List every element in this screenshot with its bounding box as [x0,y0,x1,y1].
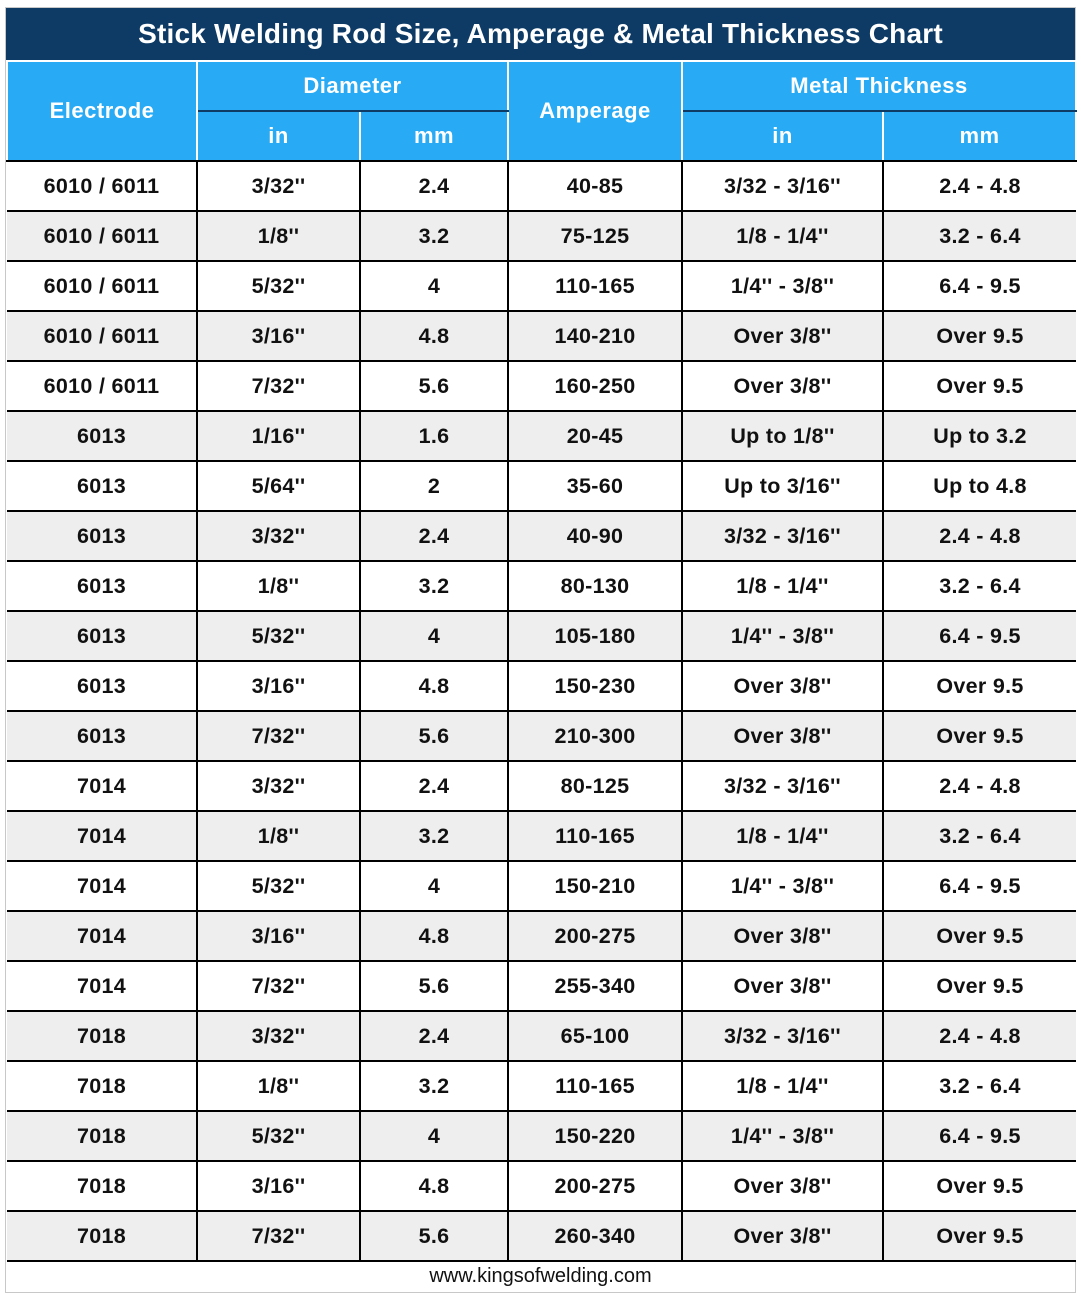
cell-thickness-mm: Over 9.5 [883,1211,1076,1261]
cell-thickness-in: 1/8 - 1/4'' [682,561,883,611]
cell-diameter-in: 7/32'' [197,1211,360,1261]
table-row [7,511,1076,561]
cell-diameter-in: 1/16'' [197,411,360,461]
cell-amperage: 80-130 [508,561,682,611]
table-row [7,161,1076,211]
cell-thickness-in: 1/8 - 1/4'' [682,1061,883,1111]
cell-thickness-mm: 3.2 - 6.4 [883,811,1076,861]
cell-diameter-in: 3/32'' [197,761,360,811]
cell-diameter-mm: 4.8 [360,661,508,711]
cell-diameter-mm: 4 [360,861,508,911]
cell-amperage: 105-180 [508,611,682,661]
table-row [7,411,1076,461]
cell-thickness-mm: 6.4 - 9.5 [883,261,1076,311]
cell-diameter-mm: 3.2 [360,211,508,261]
cell-thickness-in: 3/32 - 3/16'' [682,761,883,811]
table-row [7,211,1076,261]
cell-electrode: 6013 [7,611,197,661]
cell-diameter-mm: 5.6 [360,961,508,1011]
cell-amperage: 110-165 [508,1061,682,1111]
header-diameter: Diameter [197,61,508,111]
cell-thickness-in: 1/4'' - 3/8'' [682,261,883,311]
table-header [7,61,1076,161]
cell-diameter-mm: 4 [360,611,508,661]
cell-electrode: 6010 / 6011 [7,211,197,261]
cell-diameter-in: 3/32'' [197,161,360,211]
cell-electrode: 6010 / 6011 [7,261,197,311]
cell-diameter-in: 7/32'' [197,711,360,761]
cell-thickness-mm: 3.2 - 6.4 [883,211,1076,261]
cell-diameter-mm: 4.8 [360,311,508,361]
cell-electrode: 6010 / 6011 [7,311,197,361]
header-thickness-in: in [682,111,883,161]
cell-electrode: 6013 [7,661,197,711]
table-row [7,311,1076,361]
cell-diameter-in: 3/16'' [197,911,360,961]
cell-electrode: 7018 [7,1211,197,1261]
chart-title: Stick Welding Rod Size, Amperage & Metal Thickness Chart [6,8,1075,60]
cell-diameter-mm: 2.4 [360,761,508,811]
cell-thickness-in: Over 3/8'' [682,1161,883,1211]
cell-amperage: 80-125 [508,761,682,811]
cell-amperage: 40-85 [508,161,682,211]
cell-diameter-mm: 3.2 [360,1061,508,1111]
cell-thickness-in: Over 3/8'' [682,711,883,761]
table-row [7,1011,1076,1061]
cell-amperage: 75-125 [508,211,682,261]
table-row [7,911,1076,961]
cell-amperage: 40-90 [508,511,682,561]
cell-amperage: 200-275 [508,911,682,961]
cell-electrode: 7014 [7,911,197,961]
table-row [7,961,1076,1011]
cell-diameter-in: 1/8'' [197,811,360,861]
cell-thickness-in: Over 3/8'' [682,961,883,1011]
table-row [7,1111,1076,1161]
cell-electrode: 7018 [7,1161,197,1211]
cell-amperage: 65-100 [508,1011,682,1061]
cell-diameter-mm: 3.2 [360,811,508,861]
cell-amperage: 110-165 [508,261,682,311]
cell-electrode: 6013 [7,711,197,761]
cell-amperage: 200-275 [508,1161,682,1211]
cell-thickness-mm: Up to 3.2 [883,411,1076,461]
cell-thickness-in: 3/32 - 3/16'' [682,511,883,561]
cell-thickness-mm: 3.2 - 6.4 [883,561,1076,611]
table-row [7,861,1076,911]
table-row [7,461,1076,511]
cell-amperage: 35-60 [508,461,682,511]
cell-diameter-mm: 5.6 [360,361,508,411]
cell-amperage: 260-340 [508,1211,682,1261]
cell-thickness-in: 1/4'' - 3/8'' [682,611,883,661]
cell-thickness-in: 3/32 - 3/16'' [682,161,883,211]
cell-diameter-in: 3/16'' [197,661,360,711]
cell-electrode: 7014 [7,961,197,1011]
cell-thickness-mm: Over 9.5 [883,361,1076,411]
cell-thickness-mm: Over 9.5 [883,311,1076,361]
cell-diameter-in: 1/8'' [197,1061,360,1111]
cell-thickness-in: Up to 3/16'' [682,461,883,511]
cell-electrode: 7018 [7,1061,197,1111]
cell-diameter-mm: 4.8 [360,911,508,961]
cell-thickness-mm: 2.4 - 4.8 [883,761,1076,811]
header-diameter-in: in [197,111,360,161]
cell-thickness-mm: 2.4 - 4.8 [883,511,1076,561]
cell-diameter-in: 5/32'' [197,261,360,311]
cell-thickness-in: Over 3/8'' [682,911,883,961]
cell-thickness-in: Over 3/8'' [682,661,883,711]
cell-diameter-in: 5/32'' [197,1111,360,1161]
cell-diameter-mm: 1.6 [360,411,508,461]
cell-thickness-mm: 6.4 - 9.5 [883,861,1076,911]
cell-diameter-in: 1/8'' [197,211,360,261]
table-row [7,811,1076,861]
cell-thickness-mm: Over 9.5 [883,661,1076,711]
cell-amperage: 150-220 [508,1111,682,1161]
cell-thickness-mm: Over 9.5 [883,1161,1076,1211]
cell-thickness-mm: 2.4 - 4.8 [883,161,1076,211]
cell-diameter-in: 1/8'' [197,561,360,611]
cell-electrode: 6013 [7,511,197,561]
cell-amperage: 255-340 [508,961,682,1011]
cell-amperage: 150-230 [508,661,682,711]
cell-electrode: 6010 / 6011 [7,361,197,411]
cell-diameter-in: 5/32'' [197,861,360,911]
cell-electrode: 6013 [7,411,197,461]
cell-electrode: 7014 [7,861,197,911]
cell-diameter-in: 3/16'' [197,1161,360,1211]
cell-diameter-in: 3/16'' [197,311,360,361]
footer-url: www.kingsofwelding.com [429,1264,652,1287]
cell-amperage: 160-250 [508,361,682,411]
cell-thickness-in: 1/8 - 1/4'' [682,811,883,861]
cell-thickness-in: 1/4'' - 3/8'' [682,861,883,911]
cell-diameter-in: 7/32'' [197,361,360,411]
cell-diameter-mm: 2.4 [360,1011,508,1061]
cell-diameter-mm: 2 [360,461,508,511]
cell-diameter-in: 5/32'' [197,611,360,661]
cell-diameter-mm: 4.8 [360,1161,508,1211]
table-row [7,1211,1076,1261]
cell-thickness-mm: 6.4 - 9.5 [883,1111,1076,1161]
table-row [7,1061,1076,1111]
header-metal-thickness: Metal Thickness [682,61,1076,111]
cell-amperage: 150-210 [508,861,682,911]
table-row [7,261,1076,311]
cell-thickness-in: Up to 1/8'' [682,411,883,461]
cell-thickness-in: 1/4'' - 3/8'' [682,1111,883,1161]
cell-thickness-mm: 3.2 - 6.4 [883,1061,1076,1111]
cell-thickness-in: Over 3/8'' [682,1211,883,1261]
cell-electrode: 6013 [7,461,197,511]
header-thickness-mm: mm [883,111,1076,161]
cell-electrode: 7014 [7,761,197,811]
cell-diameter-in: 7/32'' [197,961,360,1011]
cell-thickness-mm: Over 9.5 [883,961,1076,1011]
header-amperage: Amperage [508,61,682,161]
cell-diameter-mm: 4 [360,261,508,311]
cell-thickness-in: 3/32 - 3/16'' [682,1011,883,1061]
cell-thickness-in: Over 3/8'' [682,361,883,411]
cell-electrode: 6013 [7,561,197,611]
cell-diameter-mm: 4 [360,1111,508,1161]
cell-thickness-mm: Over 9.5 [883,711,1076,761]
cell-thickness-mm: Over 9.5 [883,911,1076,961]
table-row [7,611,1076,661]
cell-thickness-mm: 6.4 - 9.5 [883,611,1076,661]
welding-table [6,60,1077,1262]
cell-thickness-in: 1/8 - 1/4'' [682,211,883,261]
table-row [7,561,1076,611]
cell-amperage: 140-210 [508,311,682,361]
table-body [7,161,1076,1261]
cell-thickness-in: Over 3/8'' [682,311,883,361]
cell-amperage: 210-300 [508,711,682,761]
welding-chart-sheet [5,7,1076,1293]
cell-diameter-mm: 5.6 [360,1211,508,1261]
cell-diameter-mm: 3.2 [360,561,508,611]
cell-electrode: 7014 [7,811,197,861]
cell-diameter-mm: 2.4 [360,161,508,211]
table-row [7,1161,1076,1211]
cell-electrode: 7018 [7,1111,197,1161]
cell-amperage: 110-165 [508,811,682,861]
header-electrode: Electrode [7,61,197,161]
cell-diameter-in: 3/32'' [197,1011,360,1061]
table-row [7,361,1076,411]
cell-diameter-in: 3/32'' [197,511,360,561]
cell-amperage: 20-45 [508,411,682,461]
header-diameter-mm: mm [360,111,508,161]
table-row [7,761,1076,811]
cell-diameter-in: 5/64'' [197,461,360,511]
table-row [7,711,1076,761]
cell-thickness-mm: Up to 4.8 [883,461,1076,511]
cell-electrode: 6010 / 6011 [7,161,197,211]
table-row [7,661,1076,711]
cell-electrode: 7018 [7,1011,197,1061]
cell-thickness-mm: 2.4 - 4.8 [883,1011,1076,1061]
header-row-top [7,61,1076,111]
cell-diameter-mm: 2.4 [360,511,508,561]
cell-diameter-mm: 5.6 [360,711,508,761]
